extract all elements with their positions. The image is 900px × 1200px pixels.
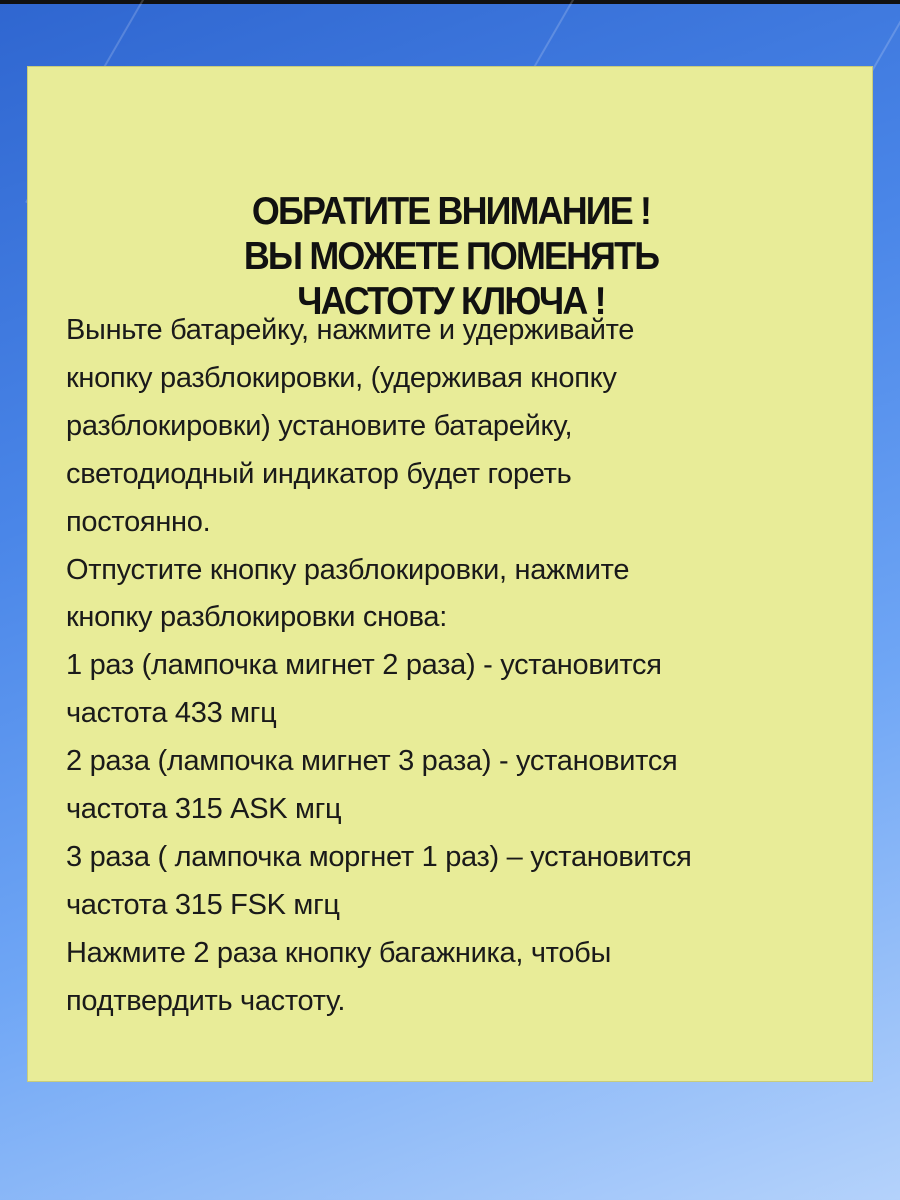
body-line: 3 раза ( лампочка моргнет 1 раз) – установится <box>66 840 692 873</box>
body-line: Отпустите кнопку разблокировки, нажмите <box>66 553 630 586</box>
body-line: постоянно. <box>66 505 211 538</box>
instructions-text <box>66 307 692 1026</box>
body-line: кнопку разблокировки, (удерживая кнопку <box>66 361 617 394</box>
body-line: 2 раза (лампочка мигнет 3 раза) - установится <box>66 745 678 778</box>
body-line: частота 315 ASK мгц <box>66 793 342 826</box>
body-line: частота 315 FSK мгц <box>66 888 340 921</box>
top-border <box>0 0 900 4</box>
notice-title <box>28 189 874 324</box>
body-line: частота 433 мгц <box>66 697 277 730</box>
notice-panel <box>27 66 873 1082</box>
body-line: разблокировки) установите батарейку, <box>66 409 573 442</box>
body-line: подтвердить частоту. <box>66 984 346 1017</box>
body-line: 1 раз (лампочка мигнет 2 раза) - установится <box>66 649 662 682</box>
title-line: ВЫ МОЖЕТЕ ПОМЕНЯТЬ <box>243 235 659 278</box>
title-line: ОБРАТИТЕ ВНИМАНИЕ ! <box>251 190 651 233</box>
body-line: светодиодный индикатор будет гореть <box>66 457 572 490</box>
body-line: кнопку разблокировки снова: <box>66 601 447 634</box>
body-line: Выньте батарейку, нажмите и удерживайте <box>66 314 635 346</box>
title-line: ЧАСТОТУ КЛЮЧА ! <box>297 280 605 323</box>
body-line: Нажмите 2 раза кнопку багажника, чтобы <box>66 936 612 969</box>
